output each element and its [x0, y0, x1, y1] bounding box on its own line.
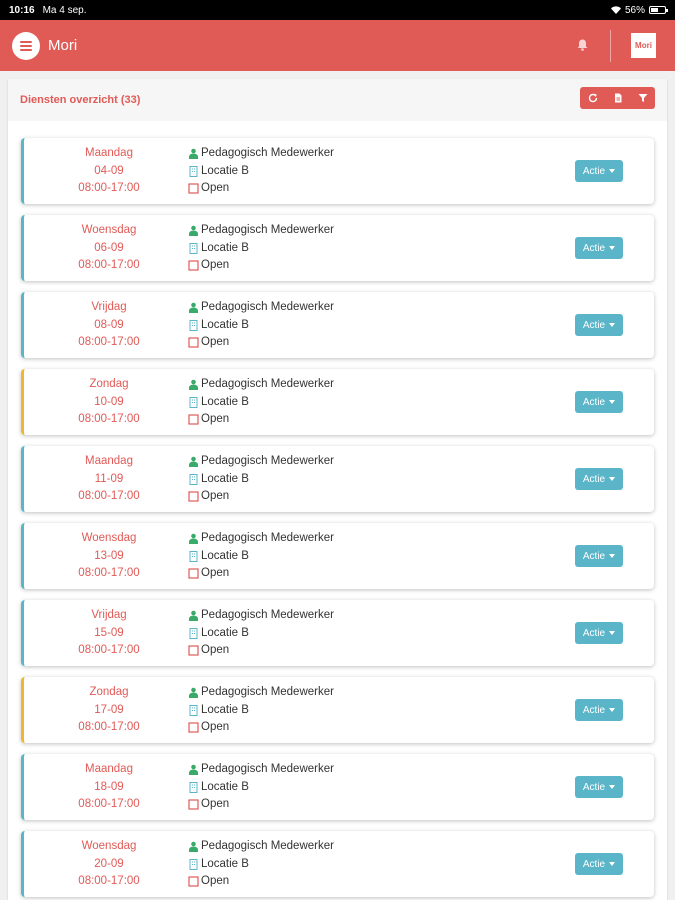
panel-header [8, 79, 667, 121]
shift-status: Open [201, 413, 230, 425]
shift-info [188, 607, 334, 660]
shift-info [188, 453, 334, 506]
actie-label: Actie [582, 858, 606, 870]
mori-logo[interactable]: Mori [631, 33, 656, 58]
person-icon [188, 379, 199, 390]
actie-dropdown-button[interactable] [575, 314, 623, 336]
shift-location: Locatie B [201, 857, 249, 870]
caret-down-icon [609, 323, 615, 327]
shift-card[interactable] [21, 215, 654, 281]
shift-location: Locatie B [201, 164, 249, 177]
refresh-icon [588, 93, 598, 103]
filter-button[interactable] [630, 87, 655, 109]
shift-card[interactable] [21, 754, 654, 820]
building-icon [188, 859, 199, 870]
shift-status: Open [201, 644, 230, 656]
shift-date: 04-09 [94, 164, 124, 177]
shift-date: 20-09 [94, 857, 124, 870]
person-icon [188, 610, 199, 621]
export-icon [613, 93, 623, 103]
shift-info [188, 530, 334, 583]
shift-role: Pedagogisch Medewerker [201, 686, 334, 698]
shift-day: Vrijdag [91, 301, 127, 313]
shift-date-block [64, 453, 154, 506]
caret-down-icon [609, 708, 615, 712]
shift-time: 08:00-17:00 [78, 413, 140, 425]
status-date: Ma 4 sep. [42, 4, 87, 16]
shift-status: Open [201, 798, 230, 810]
shift-role: Pedagogisch Medewerker [201, 532, 334, 544]
export-button[interactable] [605, 87, 630, 109]
shift-status: Open [201, 875, 230, 887]
actie-label: Actie [582, 550, 606, 562]
status-square-icon [188, 799, 199, 810]
shift-date: 11-09 [94, 472, 124, 485]
status-square-icon [188, 337, 199, 348]
app-bar [0, 20, 675, 71]
actie-label: Actie [582, 242, 606, 254]
battery-level [651, 8, 658, 12]
shift-date-block [64, 761, 154, 814]
wifi-icon [611, 6, 621, 14]
actie-dropdown-button[interactable] [575, 237, 623, 259]
shift-role: Pedagogisch Medewerker [201, 763, 334, 775]
status-square-icon [188, 491, 199, 502]
shift-time: 08:00-17:00 [78, 567, 140, 579]
shift-location: Locatie B [201, 626, 249, 639]
shift-role: Pedagogisch Medewerker [201, 147, 334, 159]
shift-day: Maandag [85, 455, 133, 467]
actie-label: Actie [582, 473, 606, 485]
status-indicators [611, 5, 666, 16]
actie-dropdown-button[interactable] [575, 622, 623, 644]
caret-down-icon [609, 631, 615, 635]
panel-title: Diensten overzicht (33) [20, 94, 141, 106]
shift-info [188, 684, 334, 737]
person-icon [188, 533, 199, 544]
shift-status: Open [201, 336, 230, 348]
shift-card[interactable] [21, 831, 654, 897]
shift-day: Vrijdag [91, 609, 127, 621]
shift-date: 06-09 [94, 241, 124, 254]
shift-location: Locatie B [201, 472, 249, 485]
caret-down-icon [609, 785, 615, 789]
shift-time: 08:00-17:00 [78, 490, 140, 502]
status-square-icon [188, 414, 199, 425]
status-bar [0, 0, 675, 20]
status-square-icon [188, 568, 199, 579]
shift-role: Pedagogisch Medewerker [201, 455, 334, 467]
actie-dropdown-button[interactable] [575, 468, 623, 490]
building-icon [188, 474, 199, 485]
shift-time: 08:00-17:00 [78, 336, 140, 348]
shift-day: Woensdag [81, 532, 137, 544]
building-icon [188, 705, 199, 716]
shift-location: Locatie B [201, 318, 249, 331]
shift-date-block [64, 376, 154, 429]
caret-down-icon [609, 169, 615, 173]
actie-dropdown-button[interactable] [575, 699, 623, 721]
shift-time: 08:00-17:00 [78, 182, 140, 194]
toolbar-button-group [580, 87, 655, 109]
caret-down-icon [609, 862, 615, 866]
status-square-icon [188, 645, 199, 656]
shift-role: Pedagogisch Medewerker [201, 301, 334, 313]
shift-location: Locatie B [201, 703, 249, 716]
person-icon [188, 302, 199, 313]
status-square-icon [188, 260, 199, 271]
bell-icon[interactable] [577, 39, 588, 51]
shift-location: Locatie B [201, 780, 249, 793]
shift-card[interactable] [21, 369, 654, 435]
building-icon [188, 320, 199, 331]
status-time: 10:16 [9, 4, 35, 16]
caret-down-icon [609, 400, 615, 404]
person-icon [188, 456, 199, 467]
shift-time: 08:00-17:00 [78, 721, 140, 733]
shift-card[interactable] [21, 446, 654, 512]
shift-role: Pedagogisch Medewerker [201, 224, 334, 236]
actie-label: Actie [582, 627, 606, 639]
shift-date-block [64, 530, 154, 583]
building-icon [188, 397, 199, 408]
shift-day: Maandag [85, 147, 133, 159]
caret-down-icon [609, 477, 615, 481]
shift-info [188, 222, 334, 275]
actie-label: Actie [582, 165, 606, 177]
shift-date: 10-09 [94, 395, 124, 408]
shift-status: Open [201, 182, 230, 194]
person-icon [188, 148, 199, 159]
shift-date-block [64, 838, 154, 891]
shift-date: 15-09 [94, 626, 124, 639]
status-square-icon [188, 876, 199, 887]
building-icon [188, 628, 199, 639]
shift-date-block [64, 607, 154, 660]
shift-info [188, 838, 334, 891]
shift-time: 08:00-17:00 [78, 875, 140, 887]
shift-day: Woensdag [81, 224, 137, 236]
shift-location: Locatie B [201, 241, 249, 254]
shift-date-block [64, 684, 154, 737]
app-title: Mori [48, 37, 78, 54]
shift-card[interactable] [21, 523, 654, 589]
building-icon [188, 166, 199, 177]
building-icon [188, 243, 199, 254]
shift-day: Woensdag [81, 840, 137, 852]
shift-card[interactable] [21, 138, 654, 204]
shift-status: Open [201, 259, 230, 271]
shift-day: Maandag [85, 763, 133, 775]
shift-status: Open [201, 567, 230, 579]
shift-date-block [64, 145, 154, 198]
building-icon [188, 551, 199, 562]
shift-info [188, 761, 334, 814]
shift-time: 08:00-17:00 [78, 644, 140, 656]
shift-date: 13-09 [94, 549, 124, 562]
building-icon [188, 782, 199, 793]
battery-percentage: 56% [624, 4, 645, 16]
shift-role: Pedagogisch Medewerker [201, 609, 334, 621]
shift-date-block [64, 299, 154, 352]
shift-status: Open [201, 490, 230, 502]
actie-dropdown-button[interactable] [575, 545, 623, 567]
shift-location: Locatie B [201, 395, 249, 408]
caret-down-icon [609, 554, 615, 558]
shift-status: Open [201, 721, 230, 733]
status-square-icon [188, 722, 199, 733]
shift-date: 08-09 [94, 318, 124, 331]
actie-dropdown-button[interactable] [575, 391, 623, 413]
shift-time: 08:00-17:00 [78, 798, 140, 810]
actie-label: Actie [582, 704, 606, 716]
actie-dropdown-button[interactable] [575, 776, 623, 798]
filter-icon [638, 93, 648, 103]
shift-role: Pedagogisch Medewerker [201, 378, 334, 390]
appbar-divider [610, 30, 611, 62]
shift-location: Locatie B [201, 549, 249, 562]
shift-card[interactable] [21, 677, 654, 743]
actie-label: Actie [582, 396, 606, 408]
shift-card[interactable] [21, 292, 654, 358]
person-icon [188, 764, 199, 775]
shift-info [188, 299, 334, 352]
shift-time: 08:00-17:00 [78, 259, 140, 271]
actie-label: Actie [582, 781, 606, 793]
shift-role: Pedagogisch Medewerker [201, 840, 334, 852]
refresh-button[interactable] [580, 87, 605, 109]
battery-icon [649, 6, 666, 14]
status-square-icon [188, 183, 199, 194]
shift-date: 18-09 [94, 780, 124, 793]
actie-dropdown-button[interactable] [575, 853, 623, 875]
shift-date-block [64, 222, 154, 275]
shift-card[interactable] [21, 600, 654, 666]
shift-day: Zondag [89, 378, 129, 390]
shift-info [188, 376, 334, 429]
person-icon [188, 225, 199, 236]
caret-down-icon [609, 246, 615, 250]
menu-icon[interactable] [12, 32, 40, 60]
actie-label: Actie [582, 319, 606, 331]
actie-dropdown-button[interactable] [575, 160, 623, 182]
person-icon [188, 687, 199, 698]
person-icon [188, 841, 199, 852]
shift-day: Zondag [89, 686, 129, 698]
shift-info [188, 145, 334, 198]
shift-date: 17-09 [94, 703, 124, 716]
